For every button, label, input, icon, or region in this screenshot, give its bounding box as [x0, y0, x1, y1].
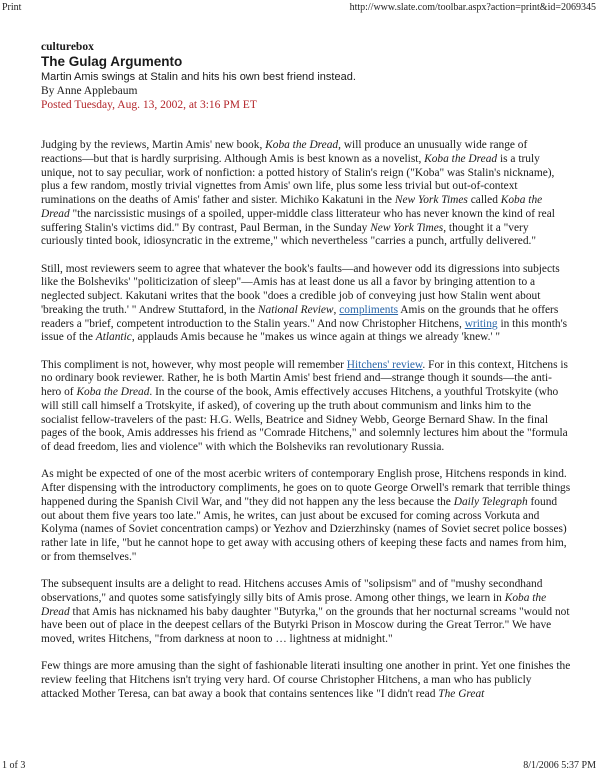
article [41, 40, 571, 715]
italic-title: Koba the Dread [41, 591, 547, 618]
page-number: 1 of 3 [2, 760, 26, 771]
print-datetime: 8/1/2006 5:37 PM [523, 760, 596, 771]
article-body [41, 139, 571, 702]
inline-link[interactable]: Hitchens' review [346, 358, 423, 371]
inline-link[interactable]: writing [464, 317, 498, 330]
print-footer [0, 759, 600, 773]
paragraph: As might be expected of one of the most acerbic writers of contemporary English prose, Hitchens responds in kind. After dispensing with the introductory compliments, he goes on to quote George Orwell's remark that terrible things happened during the Spanish Civil War, and "they did not happen any the less because the Daily Telegraph found out about them five years too late." Amis, he writes, can just about be excused for coming across Vorkuta and Kolyma (names of Soviet concentration camps) or Yezhov and Dzierzhinsky (names of Soviet secret police bosses) rather late in life, "but he cannot hope to get away with accusing others of keeping these facts and names from him, or from themselves." [41, 468, 571, 563]
paragraph: Judging by the reviews, Martin Amis' new book, Koba the Dread, will produce an unusually wide range of reactions—but that is hardly surprising. Although Amis is best known as a novelist, Koba the Dread is a truly unique, not to say peculiar, work of nonfiction: a potted history of Stalin's reign ("Koba" was Stalin's nickname), plus a few random, mostly trivial vignettes from Amis' own life, plus some less trivial but out-of-context ruminations on the deaths of Amis' father and sister. Michiko Kakatuni in the New York Times called Koba the Dread "the narcissistic musings of a spoiled, upper-middle class litterateur who has never known the kind of real suffering Stalin's victims did." By contrast, Paul Berman, in the Sunday New York Times, thought it a "very curiously tinted book, idiosyncratic in the extreme," which nevertheless "carries a punch, artfully delivered." [41, 139, 555, 248]
article-byline: By Anne Applebaum [41, 85, 138, 97]
italic-title: New York Times [394, 194, 468, 206]
inline-link[interactable]: compliments [339, 303, 399, 316]
italic-title: Koba the Dread [41, 194, 543, 220]
italic-title: Koba the Dread [76, 386, 150, 398]
paragraph: This compliment is not, however, why most people will remember Hitchens' review. For in this context, Hitchens is no ordinary book reviewer. Rather, he is both Martin Amis' best friend and—strange though it sounds—the anti-hero of Koba the Dread. In the course of the book, Amis effectively accuses Hitchens, a youthful Trotskyite (who will still call himself a Trotskyite, if asked), of covering up the truth about communism and links him to the socialist fellow-travelers of the past: H.G. Wells, Beatrice and Sidney Webb, George Bernard Shaw. In the final pages of the book, Amis addresses his friend as "Comrade Hitchens," and solemnly lectures him about the "formula of dead freedom, lies and violence" with which the Bolsheviks ran revolutionary Russia. [41, 358, 568, 453]
italic-title: The Great [438, 687, 485, 700]
section-kicker: culturebox [41, 41, 94, 53]
posted-date: Posted Tuesday, Aug. 13, 2002, at 3:16 PM ET [41, 99, 257, 111]
italic-title: Koba the Dread [424, 152, 498, 165]
italic-title: Atlantic [95, 331, 132, 344]
article-title: The Gulag Argumento [41, 54, 183, 69]
print-header-url: http://www.slate.com/toolbar.aspx?action=print&id=2069345 [349, 2, 596, 13]
print-header [0, 1, 600, 15]
article-dek: Martin Amis swings at Stalin and hits his own best friend instead. [41, 71, 356, 83]
print-header-label: Print [2, 2, 22, 13]
italic-title: New York Times [370, 221, 444, 234]
paragraph: The subsequent insults are a delight to read. Hitchens accuses Amis of "solipsism" and of "mushy secondhand observations," and quotes some satisfyingly silly bits of Amis prose. Among other things, we learn in Koba the Dread that Amis has nicknamed his baby daughter "Butyrka," on the grounds that her nocturnal screams "would not have been out of place in the deepest cellars of the Butyrki Prison in Moscow during the Great Terror." We have moved, writes Hitchens, "from darkness at noon to … lightness at midnight." [41, 578, 570, 645]
paragraph: Few things are more amusing than the sight of fashionable literati insulting one another in print. Yet one finishes the review feeling that Hitchens isn't trying very hard. Of course Christopher Hitchens, a man who has publicly attacked Mother Teresa, can bat away a book that contains sentences like "I didn't read The Great [41, 660, 571, 700]
italic-title: National Review [257, 303, 334, 316]
paragraph: Still, most reviewers seem to agree that whatever the book's faults—and however odd its digressions into subjects like the Bolsheviks' "politicization of sleep"—Amis has at least done us all a favor by bringing attention to a neglected subject. Kakutani writes that the book "does a credible job of conveying just how Stalin went about 'breaking the truth.' " Andrew Stuttaford, in the National Review, compliments Amis on the grounds that he offers readers a "brief, competent introduction to the Stalin years." And now Christopher Hitchens, writing in this month's issue of the Atlantic, applauds Amis because he "makes us wince again at things we already 'knew.' " [41, 262, 568, 344]
italic-title: Daily Telegraph [453, 495, 528, 508]
italic-title: Koba the Dread [265, 139, 339, 151]
